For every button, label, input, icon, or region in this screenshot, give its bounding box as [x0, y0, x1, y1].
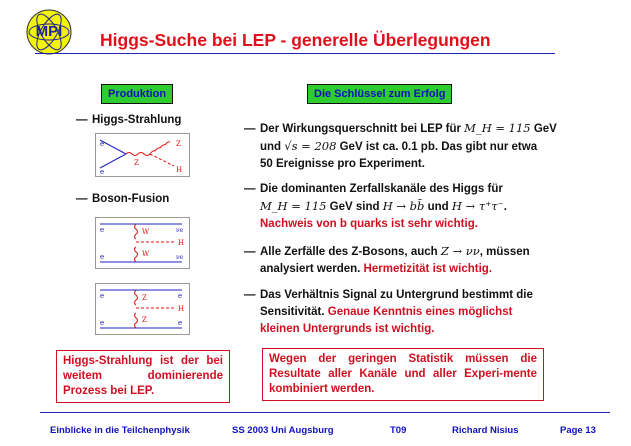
point-wirkungsquerschnitt: — Der Wirkungsquerschnitt bei LEP für M_H = 115 GeV und √s = 208 GeV ist ca. 0.1 pb. Das gibt nur etwa 50 Ereignisse pro Experiment. — [244, 121, 557, 170]
title-underline — [35, 53, 555, 54]
svg-text:e: e — [178, 292, 183, 300]
left-summary-box — [56, 350, 230, 403]
point-signal-untergrund: — Das Verhältnis Signal zu Untergrund bestimmt die Sensitivität. Genaue Kenntnis eines möglichst kleinen Untergrunds ist wichtig. — [244, 289, 533, 335]
page-title: Higgs-Suche bei LEP - generelle Überlegungen — [100, 30, 491, 50]
mpi-logo — [25, 8, 73, 56]
svg-text:e: e — [100, 292, 105, 300]
point-zerfallskanaele: — Die dominanten Zerfallskanäle des Higgs für M_H = 115 GeV sind H → bb̄ und H → τ⁺τ⁻. Nachweis von b quarks ist sehr wichtig. — [244, 183, 507, 230]
svg-text:e: e — [100, 140, 105, 148]
svg-text:Z: Z — [142, 294, 147, 302]
svg-text:Z: Z — [134, 159, 139, 167]
w-line-bottom — [135, 247, 138, 262]
z-outgoing — [150, 142, 170, 154]
w-line-top — [135, 224, 138, 239]
svg-text:Z: Z — [142, 316, 147, 324]
svg-text:e: e — [100, 319, 105, 327]
footer-page: Page 13 — [560, 425, 596, 436]
right-summary-text: Wegen der geringen Statistik müssen die Resultate aller Kanäle und aller Experi-mente kombiniert werden. — [269, 353, 537, 395]
svg-text:e: e — [100, 168, 105, 176]
feynman-diagram-ww-fusion — [95, 217, 190, 269]
footer-author: Richard Nisius — [452, 425, 519, 436]
logo-text: MPI — [35, 23, 63, 40]
z-line-top — [135, 290, 138, 305]
svg-text:e: e — [100, 253, 105, 261]
point-z-zerfaelle: — Alle Zerfälle des Z-Bosons, auch Z → νν, müssen analysiert werden. Hermetizität ist wichtig. — [244, 244, 530, 275]
svg-text:Z: Z — [176, 140, 181, 148]
feynman-diagram-zz-fusion — [95, 283, 190, 335]
boson-fusion-item: — Boson-Fusion — [76, 193, 170, 205]
svg-text:W: W — [142, 228, 150, 236]
left-summary-text: Higgs-Strahlung ist der bei weitem dominierende Prozess bei LEP. — [63, 355, 223, 397]
footer-term: SS 2003 Uni Augsburg — [232, 425, 334, 436]
right-summary-box — [262, 348, 544, 401]
higgs-strahlung-label: Higgs-Strahlung — [92, 114, 182, 126]
produktion-box: Produktion — [101, 84, 173, 104]
svg-text:νe: νe — [176, 254, 184, 261]
higgs-line — [150, 154, 174, 166]
z-propagator — [126, 153, 150, 156]
feynman-diagram-higgs-strahlung — [95, 133, 190, 177]
schluessel-box: Die Schlüssel zum Erfolg — [307, 84, 452, 104]
footer-course: Einblicke in die Teilchenphysik — [50, 425, 190, 436]
higgs-strahlung-item: — Higgs-Strahlung — [76, 114, 182, 126]
svg-text:H: H — [178, 305, 185, 313]
boson-fusion-label: Boson-Fusion — [92, 193, 170, 205]
z-line-bottom — [135, 313, 138, 328]
footer-rule — [40, 412, 610, 413]
svg-text:H: H — [178, 239, 185, 247]
svg-text:νe: νe — [176, 227, 184, 234]
svg-text:e: e — [100, 226, 105, 234]
svg-text:W: W — [142, 250, 150, 258]
svg-text:H: H — [176, 166, 183, 174]
electron-line-bottom — [100, 154, 126, 168]
footer-code: T09 — [390, 425, 407, 436]
svg-text:e: e — [178, 319, 183, 327]
